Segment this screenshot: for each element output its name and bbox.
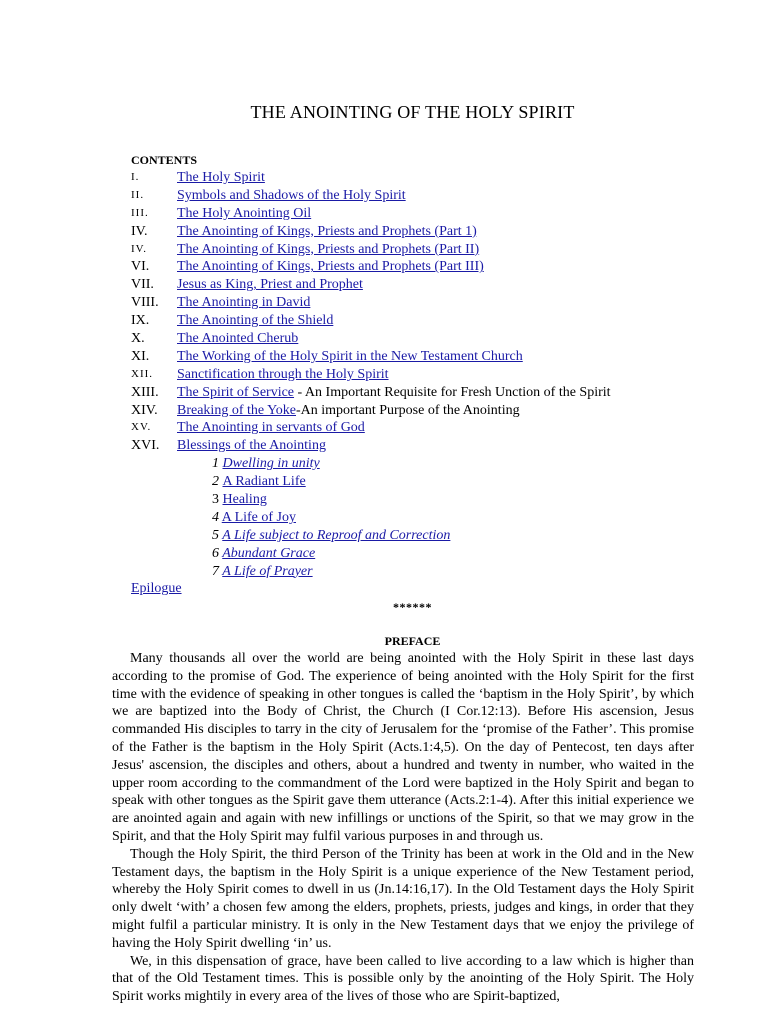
toc-item: [131, 169, 751, 187]
toc-sub-number: 4: [212, 509, 219, 525]
contents-heading: CONTENTS: [131, 153, 198, 167]
toc-link-healing[interactable]: Healing: [222, 492, 267, 508]
preface-heading: PREFACE: [384, 634, 441, 648]
toc-number: IV.: [131, 223, 148, 239]
toc-number: VIII.: [131, 295, 159, 311]
toc-subitem: [131, 455, 751, 473]
toc-subitem: [131, 509, 751, 527]
toc-number: II.: [131, 188, 145, 201]
toc-link-reproof-correction[interactable]: A Life subject to Reproof and Correction: [222, 527, 451, 543]
toc-number: VII.: [131, 277, 154, 293]
toc-number: VI.: [131, 259, 150, 275]
toc-number: XVI.: [131, 438, 160, 454]
toc-link-holy-spirit[interactable]: The Holy Spirit: [177, 170, 265, 185]
toc-link-holy-anointing-oil[interactable]: The Holy Anointing Oil: [177, 205, 312, 221]
toc-number: IV.: [131, 242, 147, 255]
toc-link-life-of-prayer[interactable]: A Life of Prayer: [222, 563, 313, 579]
toc-item: [131, 348, 751, 366]
toc-number: X.: [131, 331, 145, 347]
toc-number: XV.: [131, 421, 152, 434]
toc-link-abundant-grace[interactable]: Abundant Grace: [222, 545, 316, 561]
toc-number: XI.: [131, 348, 150, 364]
toc-subitem: [131, 563, 751, 581]
toc-item: [131, 437, 751, 455]
toc-description: - An Important Requisite for Fresh Unction of the Spirit: [294, 384, 611, 400]
toc-link-blessings[interactable]: Blessings of the Anointing: [177, 438, 326, 454]
toc-item: [131, 276, 751, 294]
toc-link-dwelling-unity[interactable]: Dwelling in unity: [222, 456, 320, 472]
toc-item: [131, 312, 751, 330]
toc-description: -An important Purpose of the Anointing: [296, 402, 520, 418]
toc-subitem: [131, 545, 751, 563]
toc-link-sanctification[interactable]: Sanctification through the Holy Spirit: [177, 366, 389, 382]
toc-item: [131, 294, 751, 312]
preface-paragraph: Many thousands all over the world are being anointed with the Holy Spirit in these last days according to the promise of God. The experience of being anointed with the Holy Spirit for the first time with the evidence of speaking in other tongues is called the ‘baptism in the Holy Spirit’, by which we are baptized into the Body of Christ, the Church (I Cor.12:13). Before His ascension, Jesus commanded His disciples to tarry in the city of Jerusalem for the ‘promise of the Father’. This promise of the Father is the baptism in the Holy Spirit (Acts.1:4,5). On the day of Pentecost, ten days after Jesus' ascension, the disciples and others, about a hundred and twenty in number, who waited in the upper room according to the commandment of the Lord were baptized in the Holy Spirit and began to speak with other tongues as the Spirit gave them utterance (Acts.2:1-4). After this initial experience we are anointed again and again with new infillings or unctions of the Spirit, so that we may grow in the Spirit, and that the Holy Spirit may fulfil various purposes in and through us.: [112, 651, 694, 844]
toc-item: [131, 241, 751, 259]
toc-item: [131, 384, 751, 402]
toc-sub-number: 3: [212, 492, 219, 508]
toc-item: [131, 187, 751, 205]
toc-subitem: [131, 527, 751, 545]
toc-link-spirit-of-service[interactable]: The Spirit of Service: [177, 384, 295, 400]
toc-number: XIV.: [131, 402, 158, 418]
preface-body: [112, 650, 694, 1006]
toc-link-jesus-king-priest-prophet[interactable]: Jesus as King, Priest and Prophet: [177, 277, 363, 293]
toc-sub-number: 7: [212, 563, 219, 579]
preface-paragraph: We, in this dispensation of grace, have been called to live according to a law which is higher than that of the Old Testament times. This is possible only by the anointing of the Holy Spirit. The Holy Spirit works mightily in every area of the lives of those who are Spirit-baptized,: [112, 953, 694, 1005]
toc-number: III.: [131, 206, 149, 219]
toc-link-anointing-part-3[interactable]: The Anointing of Kings, Priests and Prophets (Part III): [177, 259, 484, 275]
toc-item: [131, 580, 751, 598]
toc-link-breaking-yoke[interactable]: Breaking of the Yoke: [177, 402, 296, 418]
toc-link-symbols-shadows[interactable]: Symbols and Shadows of the Holy Spirit: [177, 187, 406, 203]
toc-link-anointing-in-david[interactable]: The Anointing in David: [177, 295, 311, 311]
toc-number: IX.: [131, 313, 150, 329]
toc-item: [131, 330, 751, 348]
toc-subitem: [131, 473, 751, 491]
section-separator: ******: [393, 600, 432, 614]
toc-item: [131, 205, 751, 223]
preface-paragraph: Though the Holy Spirit, the third Person of the Trinity has been at work in the Old and in the New Testament days, the baptism in the Holy Spirit is a unique experience of the New Testament period, whereby the Holy Spirit comes to dwell in us (Jn.14:16,17). In the Old Testament days the Holy Spirit only dwelt ‘with’ a chosen few among the elders, prophets, priests, judges and kings, in order that they might fulfil a particular ministry. It is only in the New Testament days that we enjoy the privilege of having the Holy Spirit dwelling ‘in’ us.: [112, 846, 694, 951]
toc-link-epilogue[interactable]: Epilogue: [131, 581, 182, 597]
toc-item: [131, 223, 751, 241]
toc-link-radiant-life[interactable]: A Radiant Life: [222, 474, 306, 490]
toc-item: [131, 419, 751, 437]
table-of-contents: [131, 169, 751, 598]
toc-sub-number: 6: [212, 545, 219, 561]
toc-link-life-of-joy[interactable]: A Life of Joy: [221, 509, 296, 525]
toc-subitem: [131, 491, 751, 509]
toc-number: I.: [131, 171, 140, 183]
toc-link-anointing-part-2[interactable]: The Anointing of Kings, Priests and Prophets (Part II): [177, 241, 480, 257]
toc-number: XII.: [131, 367, 154, 380]
document-title: THE ANOINTING OF THE HOLY SPIRIT: [250, 102, 575, 122]
toc-link-anointed-cherub[interactable]: The Anointed Cherub: [177, 331, 299, 347]
toc-link-anointing-part-1[interactable]: The Anointing of Kings, Priests and Prophets (Part 1): [177, 223, 477, 239]
toc-link-working-new-testament[interactable]: The Working of the Holy Spirit in the New Testament Church: [177, 348, 523, 364]
toc-sub-number: 2: [212, 474, 219, 490]
toc-link-anointing-servants[interactable]: The Anointing in servants of God: [177, 420, 365, 436]
toc-item: [131, 258, 751, 276]
toc-item: [131, 402, 751, 420]
toc-sub-number: 5: [212, 527, 219, 543]
toc-sub-number: 1: [212, 456, 219, 472]
toc-item: [131, 366, 751, 384]
toc-number: XIII.: [131, 384, 159, 400]
toc-link-anointing-of-shield[interactable]: The Anointing of the Shield: [177, 313, 334, 329]
